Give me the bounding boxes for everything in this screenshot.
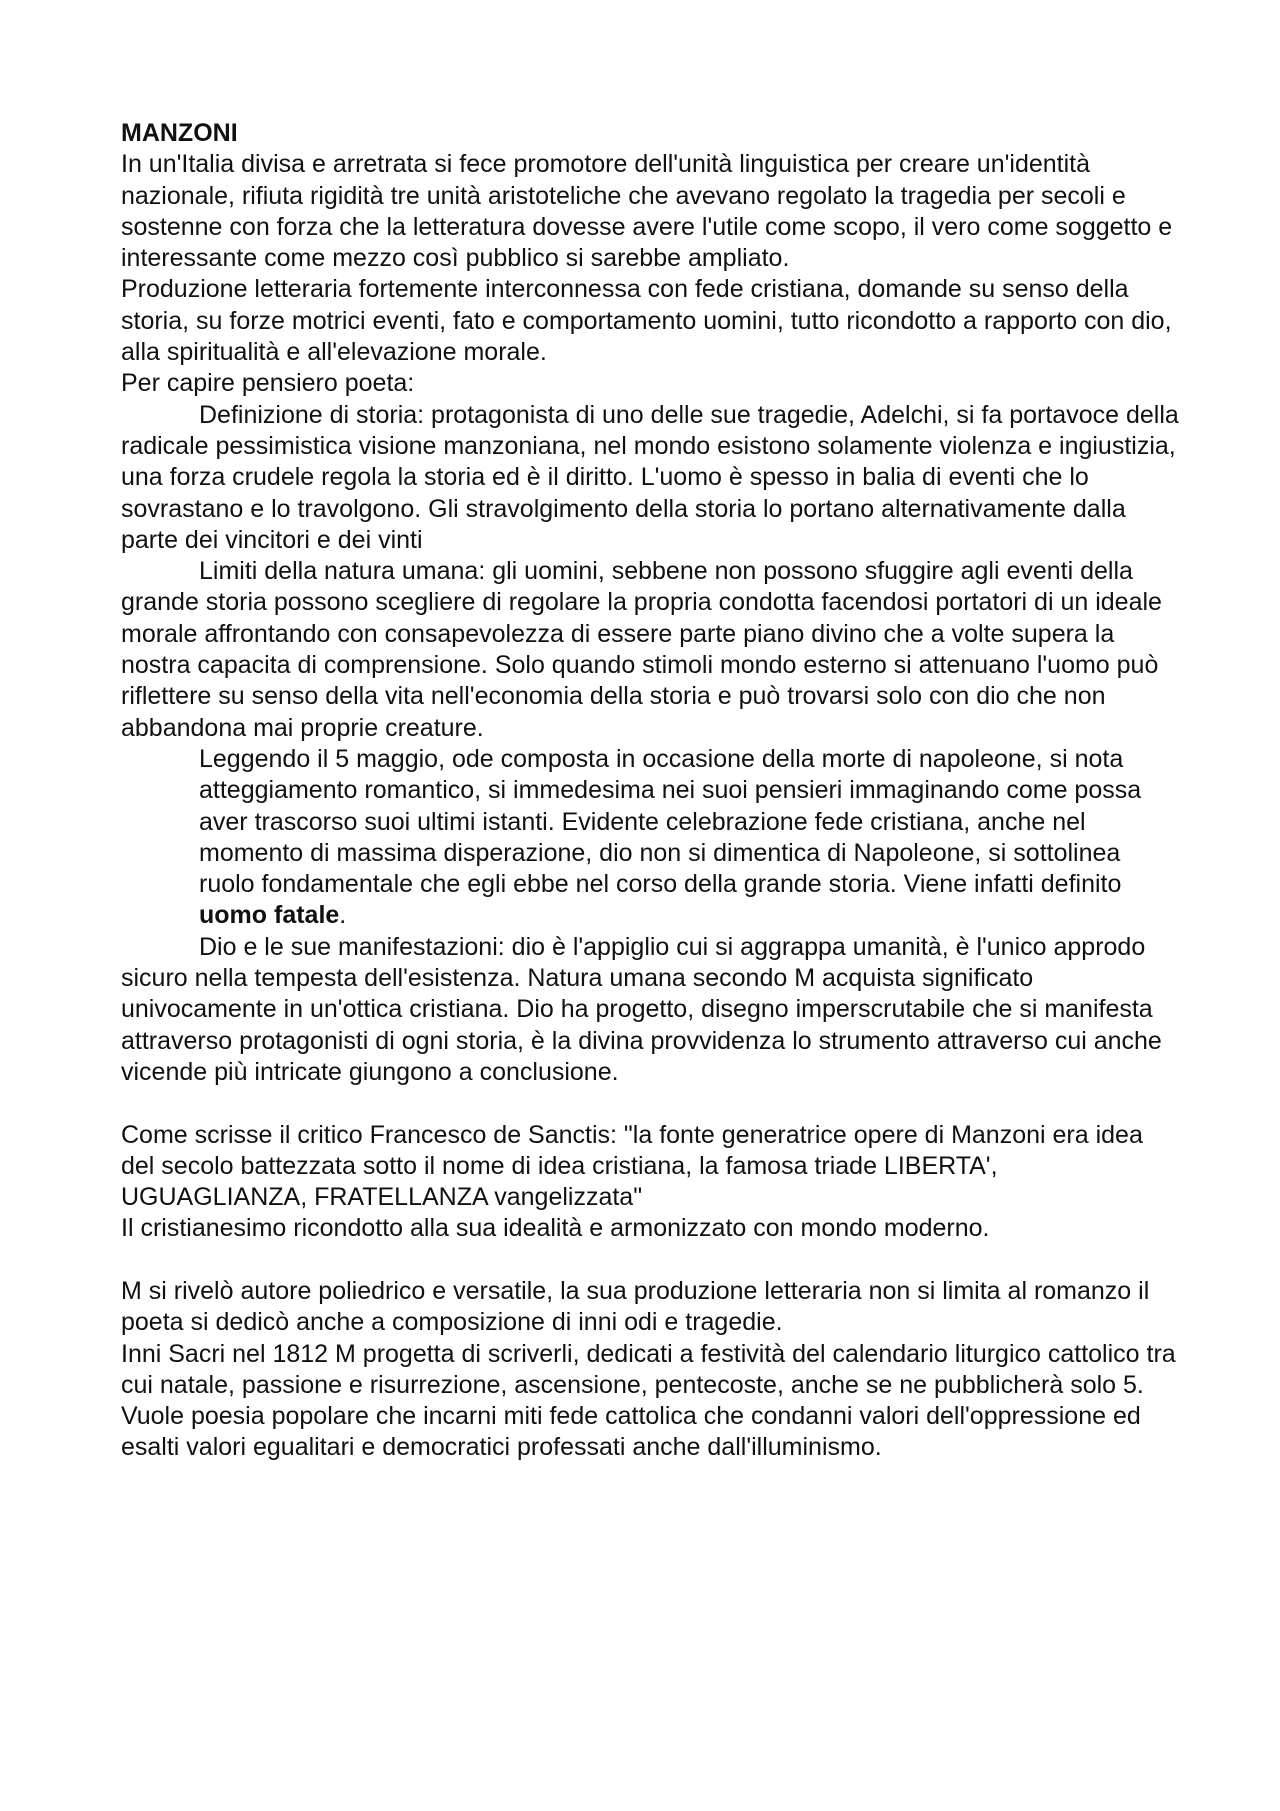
- cinque-maggio-paragraph: [121, 744, 1181, 932]
- limits-paragraph: Limiti della natura umana: gli uomini, sebbene non possono sfuggire agli eventi della grande storia possono scegliere di regolare la propria condotta facendosi portatori di un ideale morale affrontando con consapevolezza di essere parte piano divino che a volte supera la nostra capacita di comprensione. Solo quando stimoli mondo esterno si attenuano l'uomo può riflettere su senso della vita nell'economia della storia e può trovarsi solo con dio che non abbandona mai proprie creature.: [121, 557, 1162, 742]
- cinque-maggio-text: Leggendo il 5 maggio, ode composta in occasione della morte di napoleone, si nota atteggiamento romantico, si immedesima nei suoi pensieri immaginando come possa aver trascorso suoi ultimi istanti. Evidente celebrazione fede cristiana, anche nel momento di massima disperazione, dio non si dimentica di Napoleone, si sottolinea ruolo fondamentale che egli ebbe nel corso della grande storia. Viene infatti definito: [199, 744, 1142, 899]
- history-paragraph: Definizione di storia: protagonista di uno delle sue tragedie, Adelchi, si fa portavoce della radicale pessimistica visione manzoniana, nel mondo esistono solamente violenza e ingiustizia, una forza crudele regola la storia ed è il diritto. L'uomo è spesso in balia di eventi che lo sovrastano e lo travolgono. Gli stravolgimento della storia lo portano alternativamente dalla parte dei vincitori e dei vinti: [121, 400, 1179, 554]
- uomo-fatale-text: uomo fatale: [199, 901, 340, 930]
- paragraph-gap: [121, 1088, 1181, 1119]
- cinque-maggio-end: .: [339, 901, 347, 930]
- versatile-paragraph: M si rivelò autore poliedrico e versatile, la sua produzione letteraria non si limita al romanzo il poeta si dedicò anche a composizione di inni odi e tragedie.: [121, 1276, 1150, 1337]
- christianity-paragraph: Il cristianesimo ricondotto alla sua idealità e armonizzato con mondo moderno.: [121, 1214, 990, 1243]
- popular-poetry-paragraph: Vuole poesia popolare che incarni miti fede cattolica che condanni valori dell'oppressione ed esalti valori egualitari e democratici professati anche dall'illuminismo.: [121, 1402, 1141, 1462]
- document-title: MANZONI: [121, 119, 238, 147]
- god-paragraph: Dio e le sue manifestazioni: dio è l'appiglio cui si aggrappa umanità, è l'unico approdo sicuro nella tempesta dell'esistenza. Natura umana secondo M acquista significato univocamente in un'ottica cristiana. Dio ha progetto, disegno imperscrutabile che si manifesta attraverso protagonisti di ogni storia, è la divina provvidenza lo strumento attraverso cui anche vicende più intricate giungono a conclusione.: [121, 932, 1162, 1086]
- de-sanctis-paragraph: Come scrisse il critico Francesco de Sanctis: "la fonte generatrice opere di Manzoni era idea del secolo battezzata sotto il nome di idea cristiana, la famosa triade LIBERTA', UGUAGLIANZA, FRATELLANZA vangelizzata": [121, 1120, 1143, 1212]
- intro-paragraph: In un'Italia divisa e arretrata si fece promotore dell'unità linguistica per creare un'identità nazionale, rifiuta rigidità tre unità aristoteliche che avevano regolato la tragedia per secoli e sostenne con forza che la letteratura dovesse avere l'utile come scopo, il vero come soggetto e interessante come mezzo così pubblico si sarebbe ampliato.: [121, 150, 1173, 273]
- paragraph-gap: [121, 1245, 1181, 1276]
- understanding-heading: Per capire pensiero poeta:: [121, 369, 415, 398]
- inni-sacri-paragraph: Inni Sacri nel 1812 M progetta di scriverli, dedicati a festività del calendario liturgico cattolico tra cui natale, passione e risurrezione, ascensione, pentecoste, anche se ne pubblicherà solo 5.: [121, 1339, 1176, 1399]
- production-paragraph: Produzione letteraria fortemente interconnessa con fede cristiana, domande su senso della storia, su forze motrici eventi, fato e comportamento uomini, tutto ricondotto a rapporto con dio, alla spiritualità e all'elevazione morale.: [121, 275, 1172, 367]
- document-page: [121, 118, 1181, 1464]
